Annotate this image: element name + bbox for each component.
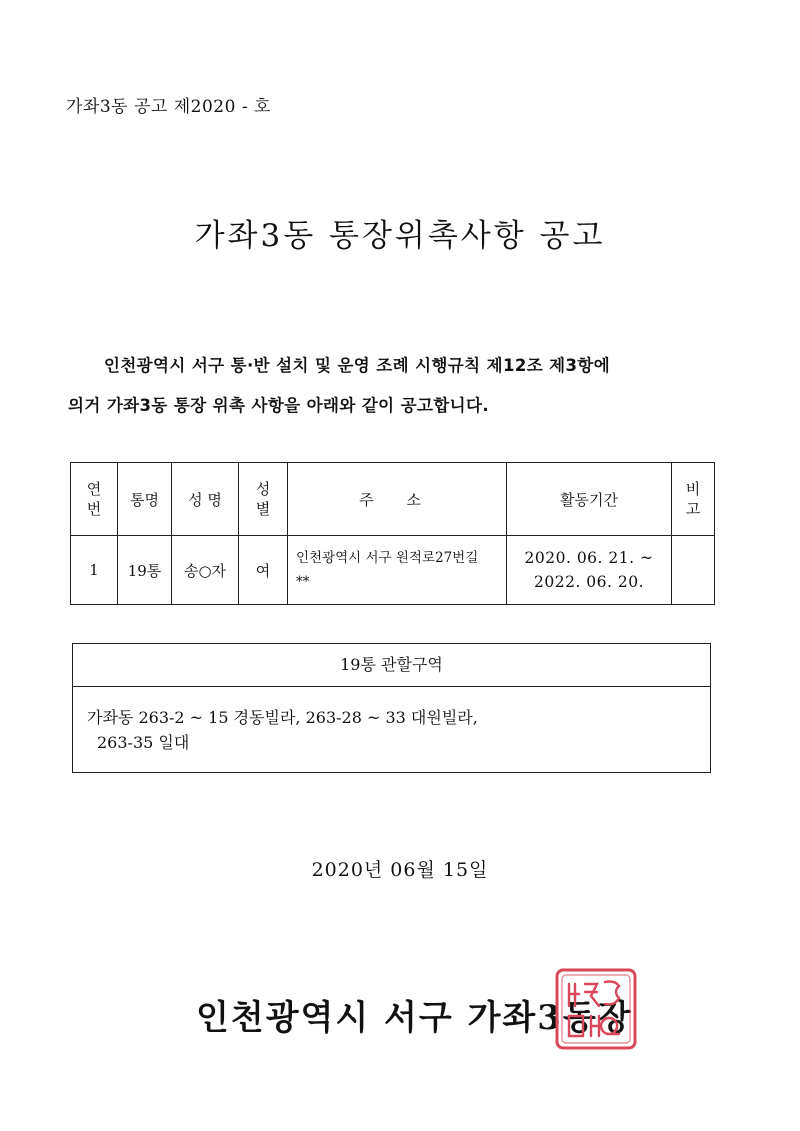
- header-remark: 비고: [672, 463, 715, 536]
- cell-period: [507, 536, 672, 605]
- period-start: 2020. 06. 21. ~: [524, 549, 654, 567]
- document-number: 가좌3동 공고 제2020 - 호: [66, 97, 271, 117]
- issuer-name: 인천광역시 서구 가좌3동장: [196, 998, 633, 1038]
- jurisdiction-heading: 19통 관할구역: [73, 644, 710, 687]
- official-seal-icon: [553, 966, 639, 1052]
- cell-remark: [672, 536, 715, 605]
- header-address: 주 소: [288, 463, 507, 536]
- address-line-1: 인천광역시 서구 원적로27번길: [296, 550, 479, 566]
- cell-address: [288, 536, 507, 605]
- document-title: 가좌3동 통장위촉사항 공고: [194, 218, 606, 254]
- period-end: 2022. 06. 20.: [533, 573, 645, 591]
- header-period: 활동기간: [507, 463, 672, 536]
- table-row: [71, 536, 715, 605]
- table-header-row: [71, 463, 715, 536]
- address-line-2: **: [296, 574, 310, 590]
- header-no: 연번: [71, 463, 118, 536]
- jurisdiction-box: [72, 643, 711, 773]
- intro-line-2: 의거 가좌3동 통장 위촉 사항을 아래와 같이 공고합니다.: [68, 396, 490, 415]
- intro-paragraph: [68, 346, 728, 426]
- header-tong: 통명: [118, 463, 172, 536]
- jurisdiction-line-1: 가좌동 263-2 ~ 15 경동빌라, 263-28 ~ 33 대원빌라,: [87, 708, 478, 727]
- header-gender: 성별: [239, 463, 288, 536]
- cell-name: 송○자: [172, 536, 239, 605]
- cell-no: 1: [71, 536, 118, 605]
- notice-date: 2020년 06월 15일: [311, 859, 489, 881]
- jurisdiction-body: [73, 687, 710, 755]
- jurisdiction-line-2: 263-35 일대: [97, 733, 190, 752]
- cell-tong: 19통: [118, 536, 172, 605]
- cell-gender: 여: [239, 536, 288, 605]
- intro-line-1: 인천광역시 서구 통·반 설치 및 운영 조례 시행규칙 제12조 제3항에: [104, 356, 611, 375]
- header-name: 성 명: [172, 463, 239, 536]
- appointment-table: [70, 462, 715, 605]
